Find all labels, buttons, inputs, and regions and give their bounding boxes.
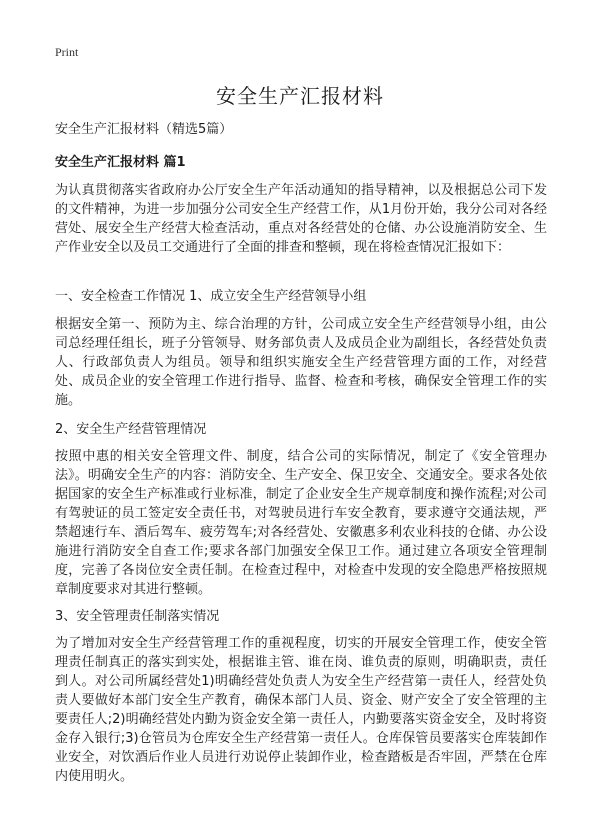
heading-management: 2、安全生产经营管理情况	[55, 422, 207, 437]
paragraph-leadership: 根据安全第一、预防为主、综合治理的方针，公司成立安全生产经营领导小组，由公司总经理任组长，班子分管领导、财务部负责人及成员企业为副组长，各经营处负责人、行政部负责人为组员。领导和组织实施安全生产经营管理方面的工作，对经营处、成员企业的安全管理工作进行指导、监督、检查和考核，确保安全管理工作的实施。	[55, 317, 547, 408]
heading-responsibility: 3、安全管理责任制落实情况	[55, 609, 220, 624]
paragraph-responsibility: 为了增加对安全生产经营管理工作的重视程度，切实的开展安全管理工作，使安全管理责任制真正的落实到实处，根据谁主管、谁在岗、谁负责的原则，明确职责，责任到人。对公司所属经营处1)明确经营处负责人为安全生产经营第一责任人，经营处负责人要做好本部门安全生产教育，确保本部门人员、资金、财产安全了安全管理的主要责任人;2)明确经营处内勤为资金安全第一责任人，内勤要落实资金安全，及时将资金存入银行;3)仓管员为仓库安全生产经营第一责任人。仓库保管员要落实仓库装卸作业安全，对饮酒后作业人员进行劝说停止装卸作业，检查踏板是否牢固，严禁在仓库内使用明火。	[55, 636, 547, 784]
intro-paragraph: 为认真贯彻落实省政府办公厅安全生产年活动通知的指导精神，以及根据总公司下发的文件精神，为进一步加强分公司安全生产经营工作，从1月份开始，我分公司对各经营处、展安全生产经营大检查活动，重点对各经营处的仓储、办公设施消防安全、生产作业安全以及员工交通进行了全面的排查和整顿，现在将检查情况汇报如下：	[55, 183, 547, 255]
heading-inspection: 一、安全检查工作情况 1、成立安全生产经营领导小组	[55, 289, 367, 304]
paragraph-management: 按照中惠的相关安全管理文件、制度，结合公司的实际情况，制定了《安全管理办法》。明确安全生产的内容：消防安全、生产安全、保卫安全、交通安全。要求各处依据国家的安全生产标准或行业标准，制定了企业安全生产规章制度和操作流程;对公司有驾驶证的员工签定安全责任书，对驾驶员进行车安全教育，要求遵守交通法规，严禁超速行车、酒后驾车、疲劳驾车;对各经营处、安徽惠多利农业科技的仓储、办公设施进行消防安全自查工作;要求各部门加强安全保卫工作。通过建立各项安全管理制度，完善了各岗位安全责任制。在检查过程中，对检查中发现的安全隐患严格按照规章制度要求对其进行整顿。	[55, 449, 547, 597]
section-title: 安全生产汇报材料 篇1	[55, 155, 186, 170]
document-subtitle: 安全生产汇报材料（精选5篇）	[55, 122, 233, 137]
document-title: 安全生产汇报材料	[216, 84, 384, 108]
print-label: Print	[55, 45, 79, 59]
